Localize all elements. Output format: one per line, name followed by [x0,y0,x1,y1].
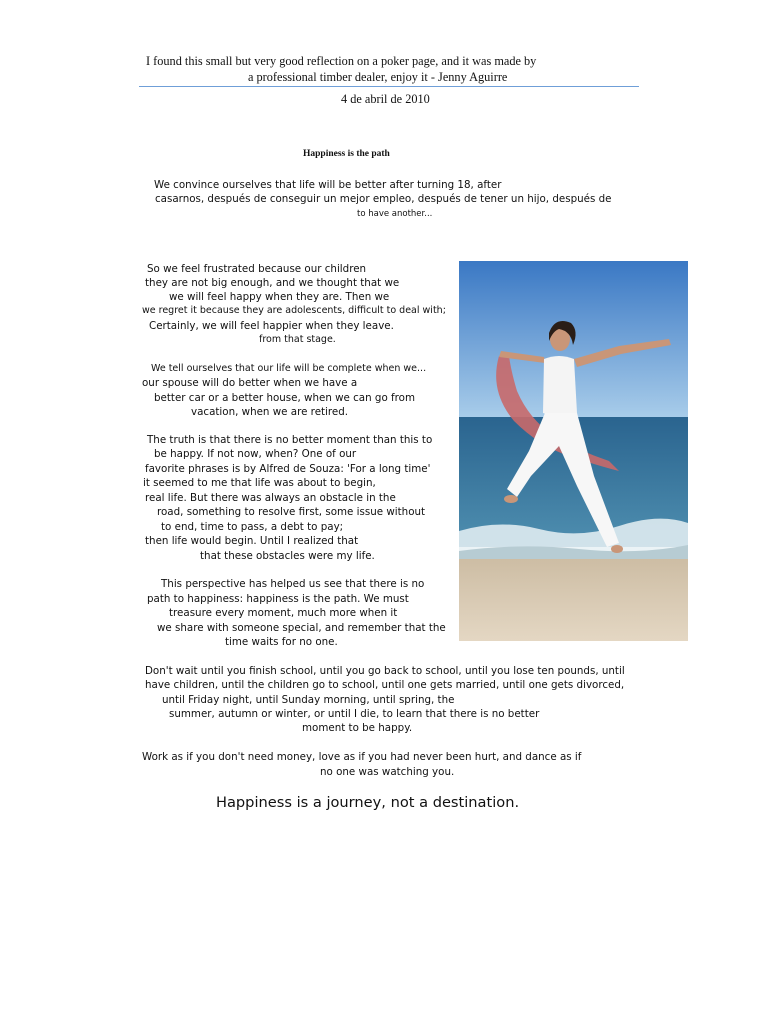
intro-line: to have another... [357,209,433,219]
para3-line: The truth is that there is no better moment than this to [147,434,433,446]
article-title: Happiness is the path [303,149,390,159]
para5-line: moment to be happy. [302,722,413,734]
para2-line: our spouse will do better when we have a [142,377,358,389]
para3-line: it seemed to me that life was about to begin, [143,477,376,489]
para3-line: real life. But there was always an obstacle in the [145,492,396,504]
intro-line: We convince ourselves that life will be better after turning 18, after [154,179,502,191]
para1-line: we will feel happy when they are. Then we [169,291,390,303]
beach-photo [459,261,688,641]
para2-line: We tell ourselves that our life will be complete when we... [151,363,427,374]
para3-line: road, something to resolve first, some issue without [157,506,426,518]
para4-line: time waits for no one. [225,636,338,648]
para1-line: they are not big enough, and we thought that we [145,277,400,289]
header-line-2: a professional timber dealer, enjoy it - Jenny Aguirre [248,70,508,84]
para1-line: from that stage. [259,334,336,345]
header-date: 4 de abril de 2010 [341,92,430,106]
para1-line: Certainly, we will feel happier when they leave. [149,320,394,332]
para1-line: So we feel frustrated because our children [147,263,367,275]
para1-line: we regret it because they are adolescents, difficult to deal with; [142,305,446,316]
para3-line: favorite phrases is by Alfred de Souza: 'For a long time' [145,463,431,475]
para4-line: treasure every moment, much more when it [169,607,398,619]
para3-line: be happy. If not now, when? One of our [154,448,357,460]
header-divider [139,86,639,87]
intro-line: casarnos, después de conseguir un mejor empleo, después de tener un hijo, después de [155,193,612,205]
para4-line: This perspective has helped us see that there is no [161,578,425,590]
jumping-woman-illustration [459,261,688,641]
para5-line: summer, autumn or winter, or until I die, to learn that there is no better [169,708,540,720]
para3-line: to end, time to pass, a debt to pay; [161,521,344,533]
para3-line: that these obstacles were my life. [200,550,375,562]
para4-line: path to happiness: happiness is the path. We must [147,593,409,605]
closing-line: Happiness is a journey, not a destination. [216,794,520,811]
para2-line: better car or a better house, when we can go from [154,392,415,404]
header-line-1: I found this small but very good reflection on a poker page, and it was made by [146,54,537,68]
para6-line: Work as if you don't need money, love as if you had never been hurt, and dance as if [142,751,582,763]
para5-line: Don't wait until you finish school, until you go back to school, until you lose ten pounds, until [145,665,625,677]
para6-line: no one was watching you. [320,766,455,778]
para4-line: we share with someone special, and remember that the [157,622,446,634]
para5-line: have children, until the children go to school, until one gets married, until one gets divorced, [145,679,625,691]
para2-line: vacation, when we are retired. [191,406,349,418]
para3-line: then life would begin. Until I realized that [145,535,359,547]
para5-line: until Friday night, until Sunday morning, until spring, the [162,694,455,706]
